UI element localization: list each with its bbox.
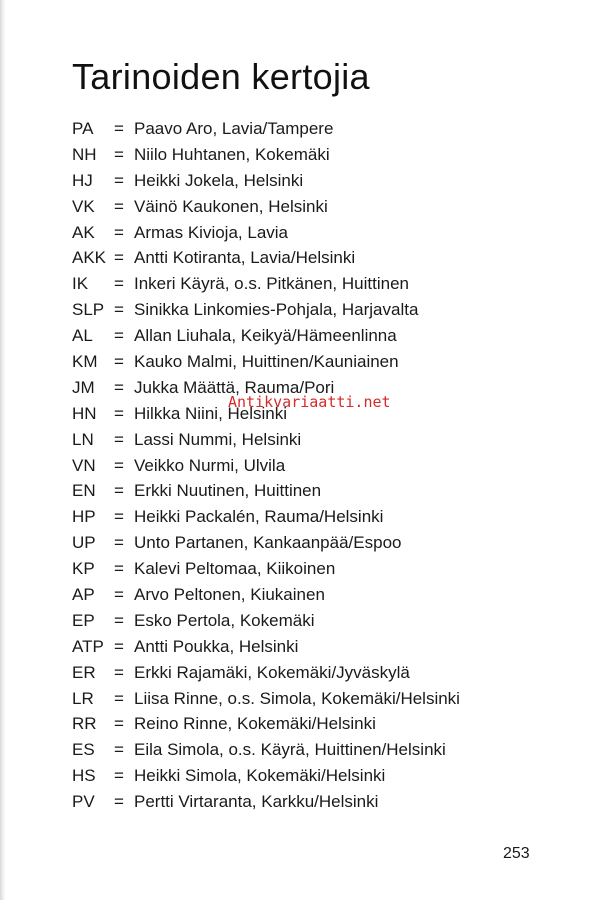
narrator-abbreviation: VK [72, 196, 95, 216]
narrator-name: Heikki Jokela, Helsinki [134, 170, 304, 190]
equals-sign: = [114, 222, 124, 242]
equals-sign: = [114, 481, 124, 501]
narrator-name: Hilkka Niini, Helsinki [134, 403, 288, 423]
narrator-abbreviation: UP [72, 533, 96, 553]
narrator-abbreviation: KP [72, 559, 95, 579]
narrator-name: Antti Kotiranta, Lavia/Helsinki [134, 248, 356, 268]
narrator-abbreviation: RR [72, 714, 97, 734]
narrator-abbreviation: HP [72, 507, 96, 527]
narrator-abbreviation: JM [72, 377, 95, 397]
equals-sign: = [114, 533, 124, 553]
equals-sign: = [114, 300, 124, 320]
narrator-name: Niilo Huhtanen, Kokemäki [134, 144, 330, 164]
equals-sign: = [114, 170, 124, 190]
narrator-abbreviation: VN [72, 455, 96, 475]
equals-sign: = [114, 352, 124, 372]
narrator-abbreviation: HN [72, 403, 97, 423]
equals-sign: = [114, 274, 124, 294]
narrator-name: Lassi Nummi, Helsinki [134, 429, 302, 449]
equals-sign: = [114, 688, 124, 708]
narrator-name: Erkki Rajamäki, Kokemäki/Jyväskylä [134, 662, 410, 682]
narrator-abbreviation: LN [72, 429, 94, 449]
equals-sign: = [114, 585, 124, 605]
narrator-abbreviation: PV [72, 792, 95, 812]
narrator-name: Reino Rinne, Kokemäki/Helsinki [134, 714, 376, 734]
watermark: Antikvariaatti.net [228, 393, 391, 411]
narrator-abbreviation: ATP [72, 636, 104, 656]
narrator-name: Esko Pertola, Kokemäki [134, 610, 315, 630]
equals-sign: = [114, 119, 124, 138]
equals-sign: = [114, 196, 124, 216]
page-title: Tarinoiden kertojia [72, 56, 370, 97]
narrator-name: Inkeri Käyrä, o.s. Pitkänen, Huittinen [134, 274, 409, 294]
equals-sign: = [114, 766, 124, 786]
narrator-name: Veikko Nurmi, Ulvila [134, 455, 286, 475]
equals-sign: = [114, 507, 124, 527]
narrator-abbreviation: AK [72, 222, 95, 242]
equals-sign: = [114, 714, 124, 734]
narrator-name: Heikki Packalén, Rauma/Helsinki [134, 507, 384, 527]
narrator-name: Pertti Virtaranta, Karkku/Helsinki [134, 792, 379, 812]
narrator-abbreviation: ER [72, 662, 96, 682]
narrator-name: Arvo Peltonen, Kiukainen [134, 585, 325, 605]
narrator-abbreviation: HS [72, 766, 96, 786]
narrator-name: Unto Partanen, Kankaanpää/Espoo [134, 533, 402, 553]
narrator-abbreviation: IK [72, 274, 89, 294]
narrator-abbreviation: EN [72, 481, 96, 501]
equals-sign: = [114, 403, 124, 423]
equals-sign: = [114, 429, 124, 449]
narrator-abbreviation: AP [72, 585, 95, 605]
narrator-abbreviation: LR [72, 688, 94, 708]
narrator-name: Heikki Simola, Kokemäki/Helsinki [134, 766, 386, 786]
page-edge-shadow [0, 0, 6, 900]
narrator-name: Eila Simola, o.s. Käyrä, Huittinen/Helsinki [134, 740, 446, 760]
narrator-abbreviation: EP [72, 610, 95, 630]
narrator-name: Erkki Nuutinen, Huittinen [134, 481, 322, 501]
narrator-name: Väinö Kaukonen, Helsinki [134, 196, 328, 216]
equals-sign: = [114, 377, 124, 397]
equals-sign: = [114, 559, 124, 579]
narrator-abbreviation: NH [72, 144, 97, 164]
equals-sign: = [114, 662, 124, 682]
equals-sign: = [114, 455, 124, 475]
page-number: 253 [503, 845, 530, 862]
narrator-name: Armas Kivioja, Lavia [134, 222, 289, 242]
equals-sign: = [114, 248, 124, 268]
narrator-abbreviation: SLP [72, 300, 105, 320]
narrator-name: Jukka Määttä, Rauma/Pori [134, 377, 335, 397]
equals-sign: = [114, 636, 124, 656]
narrator-name: Allan Liuhala, Keikyä/Hämeenlinna [134, 326, 397, 346]
narrator-abbreviation: KM [72, 352, 98, 372]
equals-sign: = [114, 610, 124, 630]
narrator-name: Paavo Aro, Lavia/Tampere [134, 119, 334, 138]
narrator-name: Sinikka Linkomies-Pohjala, Harjavalta [134, 300, 419, 320]
narrator-name: Liisa Rinne, o.s. Simola, Kokemäki/Helsinki [134, 688, 460, 708]
equals-sign: = [114, 792, 124, 812]
narrator-name: Kalevi Peltomaa, Kiikoinen [134, 559, 336, 579]
equals-sign: = [114, 326, 124, 346]
narrator-abbreviation: HJ [72, 170, 93, 190]
narrator-abbreviation: ES [72, 740, 95, 760]
equals-sign: = [114, 144, 124, 164]
narrator-abbreviation: AKK [72, 248, 107, 268]
narrator-name: Antti Poukka, Helsinki [134, 636, 299, 656]
narrator-name: Kauko Malmi, Huittinen/Kauniainen [134, 352, 399, 372]
narrator-abbreviation: AL [72, 326, 93, 346]
equals-sign: = [114, 740, 124, 760]
narrator-abbreviation: PA [72, 119, 94, 138]
